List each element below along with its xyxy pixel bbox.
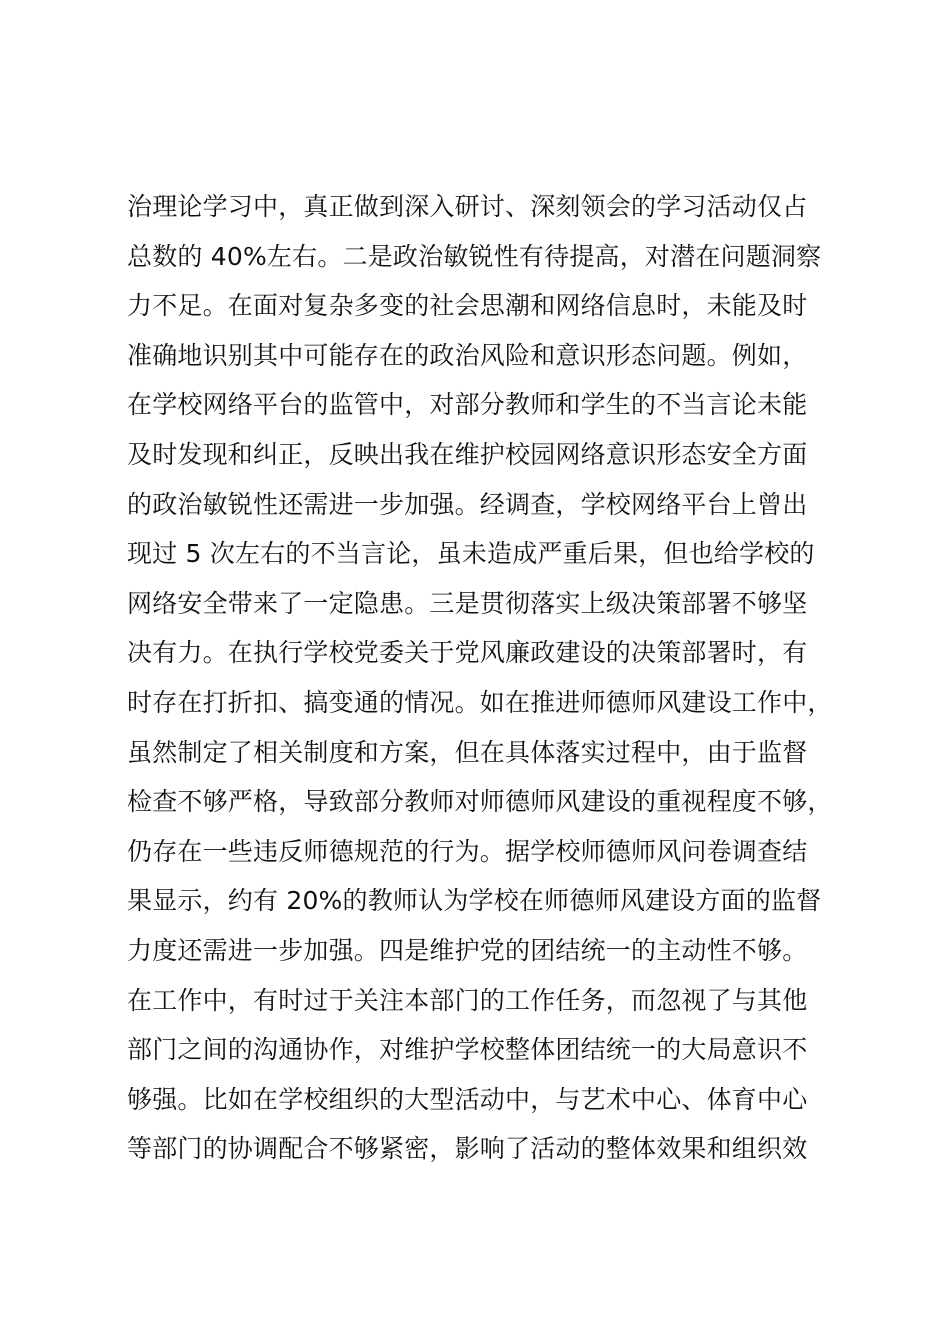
text-line: 在工作中，有时过于关注本部门的工作任务，而忽视了与其他 [127, 985, 808, 1015]
text-line: 时存在打折扣、搞变通的情况。如在推进师德师风建设工作中， [127, 687, 833, 717]
text-line: 的政治敏锐性还需进一步加强。经调查，学校网络平台上曾出 [127, 489, 808, 519]
text-line: 力不足。在面对复杂多变的社会思潮和网络信息时，未能及时 [127, 291, 808, 321]
text-line: 等部门的协调配合不够紧密，影响了活动的整体效果和组织效 [127, 1134, 808, 1164]
text-line: 准确地识别其中可能存在的政治风险和意识形态问题。例如， [127, 340, 808, 370]
text-line: 力度还需进一步加强。四是维护党的团结统一的主动性不够。 [127, 935, 808, 965]
text-line: 仍存在一些违反师德规范的行为。据学校师德师风问卷调查结 [127, 836, 808, 866]
text-line: 果显示，约有 20%的教师认为学校在师德师风建设方面的监督 [127, 886, 822, 916]
text-line: 治理论学习中，真正做到深入研讨、深刻领会的学习活动仅占 [127, 192, 808, 221]
text-line: 检查不够严格，导致部分教师对师德师风建设的重视程度不够， [127, 787, 833, 817]
text-line: 够强。比如在学校组织的大型活动中，与艺术中心、体育中心 [127, 1084, 808, 1114]
text-line: 现过 5 次左右的不当言论，虽未造成严重后果，但也给学校的 [127, 539, 815, 569]
text-line: 部门之间的沟通协作，对维护学校整体团结统一的大局意识不 [127, 1035, 808, 1065]
text-line: 总数的 40%左右。二是政治敏锐性有待提高，对潜在问题洞察 [127, 241, 822, 271]
text-line: 在学校网络平台的监管中，对部分教师和学生的不当言论未能 [127, 390, 808, 420]
text-line: 及时发现和纠正，反映出我在维护校园网络意识形态安全方面 [127, 439, 808, 469]
text-line: 决有力。在执行学校党委关于党风廉政建设的决策部署时，有 [127, 638, 808, 668]
text-line: 网络安全带来了一定隐患。三是贯彻落实上级决策部署不够坚 [127, 588, 808, 618]
body-paragraph [127, 182, 867, 1174]
text-line: 虽然制定了相关制度和方案，但在具体落实过程中，由于监督 [127, 737, 808, 767]
